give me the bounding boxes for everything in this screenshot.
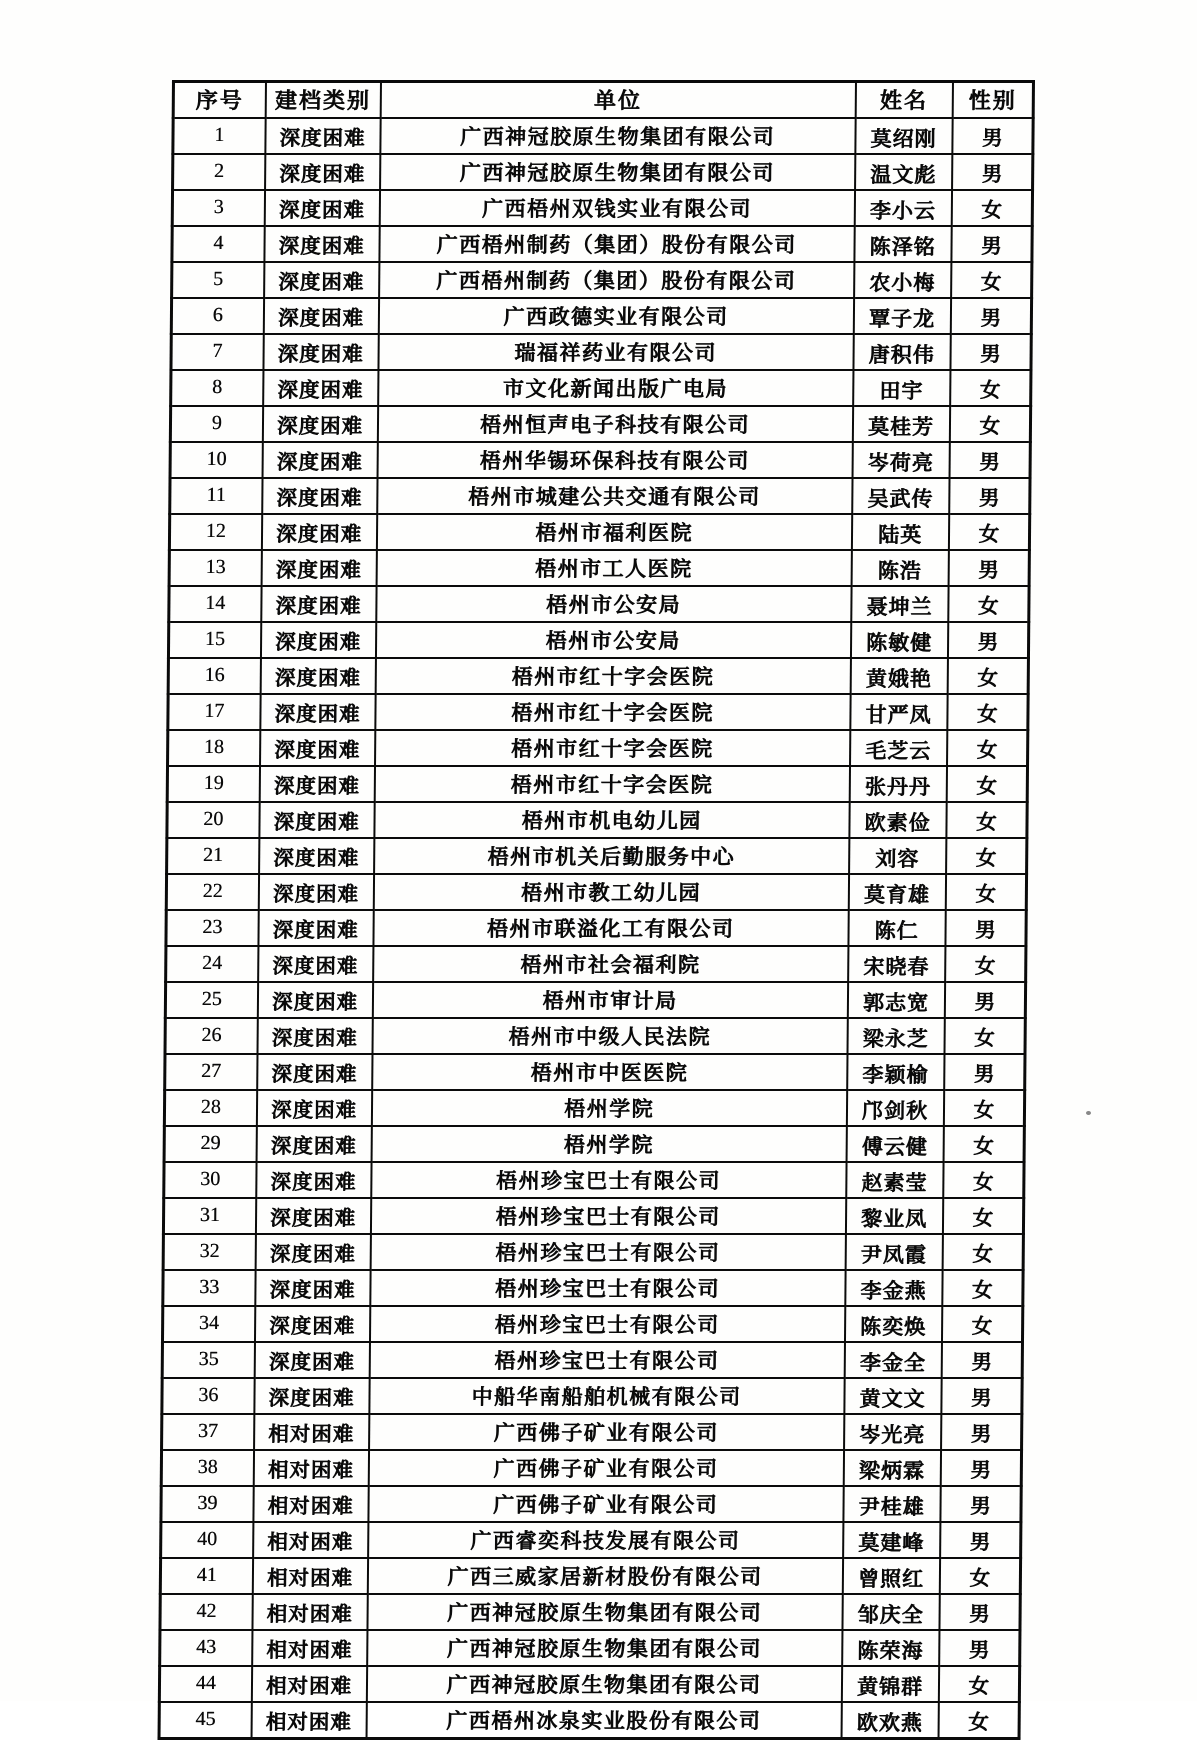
serial-cell: 14: [169, 586, 261, 622]
table-row: [163, 1270, 1023, 1306]
serial-cell: 1: [173, 118, 265, 154]
table-row: [161, 1450, 1021, 1486]
column-header-unit: 单位: [380, 82, 855, 118]
serial-cell: 41: [160, 1558, 252, 1594]
table-row: [169, 514, 1029, 550]
unit-cell: 梧州珍宝巴士有限公司: [369, 1342, 844, 1378]
category-cell: 深度困难: [256, 1162, 371, 1198]
category-cell: 深度困难: [259, 802, 374, 838]
unit-cell: 梧州市红十字会医院: [375, 694, 850, 730]
serial-cell: 38: [161, 1450, 253, 1486]
unit-cell: 广西神冠胶原生物集团有限公司: [380, 118, 855, 154]
category-cell: 深度困难: [254, 1306, 369, 1342]
serial-cell: 21: [167, 838, 259, 874]
unit-cell: 梧州市教工幼儿园: [373, 874, 848, 910]
serial-cell: 20: [167, 802, 259, 838]
name-cell: 张丹丹: [849, 766, 946, 802]
gender-cell: 男: [944, 1054, 1025, 1090]
serial-cell: 2: [173, 154, 265, 190]
name-cell: 邝剑秋: [846, 1090, 943, 1126]
name-cell: 傅云健: [846, 1126, 943, 1162]
unit-cell: 梧州市联溢化工有限公司: [373, 910, 848, 946]
gender-cell: 男: [948, 550, 1029, 586]
serial-cell: 35: [162, 1342, 254, 1378]
gender-cell: 男: [951, 226, 1032, 262]
unit-cell: 梧州珍宝巴士有限公司: [370, 1198, 845, 1234]
name-cell: 莫桂芳: [852, 406, 949, 442]
gender-cell: 男: [940, 1486, 1021, 1522]
unit-cell: 中船华南船舶机械有限公司: [369, 1378, 844, 1414]
serial-cell: 7: [171, 334, 263, 370]
unit-cell: 广西政德实业有限公司: [378, 298, 853, 334]
table-row: [166, 946, 1026, 982]
name-cell: 赵素莹: [846, 1162, 943, 1198]
gender-cell: 男: [952, 154, 1033, 190]
gender-cell: 男: [941, 1378, 1022, 1414]
unit-cell: 梧州市红十字会医院: [375, 730, 850, 766]
category-cell: 相对困难: [251, 1666, 366, 1702]
gender-cell: 女: [942, 1234, 1023, 1270]
gender-cell: 男: [944, 982, 1025, 1018]
table-row: [163, 1234, 1023, 1270]
table-row: [171, 298, 1031, 334]
serial-cell: 16: [168, 658, 260, 694]
serial-cell: 5: [172, 262, 264, 298]
roster-table: [158, 80, 1035, 1740]
gender-cell: 女: [946, 766, 1027, 802]
category-cell: 相对困难: [253, 1486, 368, 1522]
category-cell: 深度困难: [264, 226, 379, 262]
unit-cell: 梧州市机电幼儿园: [374, 802, 849, 838]
name-cell: 李小云: [854, 190, 951, 226]
column-header-name: 姓名: [855, 82, 952, 118]
unit-cell: 梧州学院: [371, 1090, 846, 1126]
category-cell: 相对困难: [252, 1594, 367, 1630]
table-row: [161, 1522, 1021, 1558]
category-cell: 深度困难: [258, 874, 373, 910]
gender-cell: 男: [950, 298, 1031, 334]
category-cell: 相对困难: [252, 1630, 367, 1666]
name-cell: 宋晓春: [848, 946, 945, 982]
category-cell: 相对困难: [253, 1450, 368, 1486]
name-cell: 岑光亮: [844, 1414, 941, 1450]
unit-cell: 广西三威家居新材股份有限公司: [367, 1558, 842, 1594]
gender-cell: 女: [939, 1558, 1020, 1594]
roster-table-wrapper: [158, 80, 1035, 1740]
gender-cell: 女: [948, 586, 1029, 622]
name-cell: 聂坤兰: [851, 586, 948, 622]
serial-cell: 32: [163, 1234, 255, 1270]
gender-cell: 男: [952, 118, 1033, 154]
unit-cell: 梧州学院: [371, 1126, 846, 1162]
category-cell: 深度困难: [257, 1018, 372, 1054]
name-cell: 李颖榆: [847, 1054, 944, 1090]
unit-cell: 梧州市福利医院: [376, 514, 851, 550]
table-row: [167, 838, 1027, 874]
serial-cell: 12: [169, 514, 261, 550]
category-cell: 深度困难: [260, 658, 375, 694]
category-cell: 相对困难: [252, 1558, 367, 1594]
gender-cell: 女: [946, 838, 1027, 874]
table-row: [165, 1054, 1025, 1090]
category-cell: 相对困难: [254, 1414, 369, 1450]
serial-cell: 8: [171, 370, 263, 406]
name-cell: 陈奕焕: [844, 1306, 941, 1342]
category-cell: 深度困难: [255, 1270, 370, 1306]
category-cell: 深度困难: [257, 1054, 372, 1090]
name-cell: 温文彪: [855, 154, 952, 190]
unit-cell: 梧州市审计局: [372, 982, 847, 1018]
serial-cell: 11: [170, 478, 262, 514]
table-body: [159, 118, 1033, 1739]
table-row: [168, 658, 1028, 694]
name-cell: 甘严凤: [850, 694, 947, 730]
table-row: [167, 766, 1027, 802]
name-cell: 莫建峰: [843, 1522, 940, 1558]
serial-cell: 30: [164, 1162, 256, 1198]
serial-cell: 10: [170, 442, 262, 478]
category-cell: 深度困难: [258, 946, 373, 982]
table-row: [159, 1702, 1019, 1739]
serial-cell: 29: [164, 1126, 256, 1162]
gender-cell: 女: [946, 802, 1027, 838]
name-cell: 田宇: [853, 370, 950, 406]
unit-cell: 梧州市机关后勤服务中心: [374, 838, 849, 874]
scan-noise-speck: [1086, 1111, 1091, 1115]
category-cell: 深度困难: [262, 478, 377, 514]
name-cell: 郭志宽: [847, 982, 944, 1018]
unit-cell: 梧州市中医医院: [372, 1054, 847, 1090]
table-header-row: [173, 82, 1033, 118]
gender-cell: 男: [941, 1414, 1022, 1450]
table-row: [162, 1378, 1022, 1414]
category-cell: 深度困难: [254, 1378, 369, 1414]
unit-cell: 瑞福祥药业有限公司: [378, 334, 853, 370]
gender-cell: 男: [941, 1342, 1022, 1378]
unit-cell: 广西神冠胶原生物集团有限公司: [366, 1666, 841, 1702]
table-row: [161, 1486, 1021, 1522]
unit-cell: 梧州华锡环保科技有限公司: [377, 442, 852, 478]
category-cell: 深度困难: [262, 406, 377, 442]
table-row: [167, 802, 1027, 838]
table-row: [166, 874, 1026, 910]
serial-cell: 15: [168, 622, 260, 658]
category-cell: 深度困难: [265, 154, 380, 190]
column-header-category: 建档类别: [265, 82, 380, 118]
table-row: [173, 154, 1033, 190]
name-cell: 黄娥艳: [850, 658, 947, 694]
unit-cell: 梧州市城建公共交通有限公司: [377, 478, 852, 514]
unit-cell: 梧州恒声电子科技有限公司: [377, 406, 852, 442]
category-cell: 深度困难: [261, 550, 376, 586]
gender-cell: 女: [947, 694, 1028, 730]
category-cell: 深度困难: [257, 982, 372, 1018]
name-cell: 欧素俭: [849, 802, 946, 838]
name-cell: 欧欢燕: [841, 1702, 938, 1739]
serial-cell: 18: [168, 730, 260, 766]
gender-cell: 女: [941, 1306, 1022, 1342]
name-cell: 吴武传: [852, 478, 949, 514]
serial-cell: 43: [160, 1630, 252, 1666]
unit-cell: 广西神冠胶原生物集团有限公司: [367, 1594, 842, 1630]
gender-cell: 男: [945, 910, 1026, 946]
gender-cell: 女: [943, 1090, 1024, 1126]
name-cell: 陆英: [851, 514, 948, 550]
table-row: [164, 1090, 1024, 1126]
table-row: [172, 262, 1032, 298]
category-cell: 深度困难: [260, 694, 375, 730]
name-cell: 尹凤霞: [845, 1234, 942, 1270]
category-cell: 深度困难: [255, 1234, 370, 1270]
gender-cell: 女: [951, 190, 1032, 226]
gender-cell: 男: [950, 334, 1031, 370]
name-cell: 梁永芝: [847, 1018, 944, 1054]
category-cell: 深度困难: [260, 730, 375, 766]
table-row: [160, 1594, 1020, 1630]
name-cell: 莫育雄: [848, 874, 945, 910]
table-row: [162, 1306, 1022, 1342]
unit-cell: 梧州珍宝巴士有限公司: [370, 1270, 845, 1306]
unit-cell: 梧州珍宝巴士有限公司: [371, 1162, 846, 1198]
serial-cell: 9: [170, 406, 262, 442]
serial-cell: 42: [160, 1594, 252, 1630]
gender-cell: 女: [943, 1162, 1024, 1198]
category-cell: 深度困难: [263, 334, 378, 370]
unit-cell: 梧州市红十字会医院: [374, 766, 849, 802]
gender-cell: 女: [947, 730, 1028, 766]
serial-cell: 31: [163, 1198, 255, 1234]
table-row: [170, 406, 1030, 442]
serial-cell: 27: [165, 1054, 257, 1090]
gender-cell: 女: [945, 946, 1026, 982]
gender-cell: 男: [949, 478, 1030, 514]
category-cell: 深度困难: [256, 1126, 371, 1162]
name-cell: 黎业凤: [845, 1198, 942, 1234]
gender-cell: 男: [949, 442, 1030, 478]
table-row: [170, 442, 1030, 478]
serial-cell: 13: [169, 550, 261, 586]
name-cell: 陈仁: [848, 910, 945, 946]
table-row: [162, 1342, 1022, 1378]
unit-cell: 广西佛子矿业有限公司: [368, 1450, 843, 1486]
name-cell: 邹庆全: [842, 1594, 939, 1630]
unit-cell: 广西神冠胶原生物集团有限公司: [380, 154, 855, 190]
column-header-gender: 性别: [952, 82, 1033, 118]
serial-cell: 44: [159, 1666, 251, 1702]
serial-cell: 33: [163, 1270, 255, 1306]
serial-cell: 28: [164, 1090, 256, 1126]
serial-cell: 39: [161, 1486, 253, 1522]
unit-cell: 广西睿奕科技发展有限公司: [368, 1522, 843, 1558]
table-row: [164, 1162, 1024, 1198]
serial-cell: 22: [166, 874, 258, 910]
name-cell: 陈敏健: [850, 622, 947, 658]
table-row: [168, 730, 1028, 766]
name-cell: 毛芝云: [850, 730, 947, 766]
table-row: [172, 190, 1032, 226]
name-cell: 莫绍刚: [855, 118, 952, 154]
name-cell: 陈荣海: [842, 1630, 939, 1666]
serial-cell: 3: [172, 190, 264, 226]
unit-cell: 梧州市公安局: [376, 586, 851, 622]
category-cell: 深度困难: [259, 766, 374, 802]
name-cell: 曾照红: [842, 1558, 939, 1594]
serial-cell: 4: [172, 226, 264, 262]
gender-cell: 男: [940, 1450, 1021, 1486]
table-row: [166, 910, 1026, 946]
name-cell: 覃子龙: [853, 298, 950, 334]
unit-cell: 梧州市社会福利院: [373, 946, 848, 982]
table-row: [159, 1666, 1019, 1702]
gender-cell: 女: [950, 370, 1031, 406]
unit-cell: 广西神冠胶原生物集团有限公司: [367, 1630, 842, 1666]
category-cell: 深度困难: [261, 514, 376, 550]
table-row: [171, 370, 1031, 406]
category-cell: 深度困难: [264, 190, 379, 226]
unit-cell: 梧州市红十字会医院: [375, 658, 850, 694]
unit-cell: 梧州珍宝巴士有限公司: [370, 1234, 845, 1270]
table-row: [165, 1018, 1025, 1054]
gender-cell: 女: [942, 1270, 1023, 1306]
serial-cell: 37: [162, 1414, 254, 1450]
category-cell: 深度困难: [262, 442, 377, 478]
unit-cell: 广西梧州冰泉实业股份有限公司: [366, 1702, 841, 1739]
category-cell: 相对困难: [253, 1522, 368, 1558]
serial-cell: 25: [165, 982, 257, 1018]
category-cell: 深度困难: [264, 262, 379, 298]
serial-cell: 23: [166, 910, 258, 946]
gender-cell: 女: [951, 262, 1032, 298]
unit-cell: 梧州市公安局: [375, 622, 850, 658]
gender-cell: 女: [949, 406, 1030, 442]
category-cell: 相对困难: [251, 1702, 366, 1739]
gender-cell: 女: [948, 514, 1029, 550]
unit-cell: 广西梧州制药（集团）股份有限公司: [379, 262, 854, 298]
gender-cell: 男: [940, 1522, 1021, 1558]
category-cell: 深度困难: [254, 1342, 369, 1378]
name-cell: 岑荷亮: [852, 442, 949, 478]
gender-cell: 女: [945, 874, 1026, 910]
gender-cell: 女: [942, 1198, 1023, 1234]
unit-cell: 广西梧州制药（集团）股份有限公司: [379, 226, 854, 262]
unit-cell: 广西梧州双钱实业有限公司: [379, 190, 854, 226]
serial-cell: 24: [166, 946, 258, 982]
serial-cell: 45: [159, 1702, 251, 1739]
gender-cell: 男: [939, 1594, 1020, 1630]
gender-cell: 男: [939, 1630, 1020, 1666]
name-cell: 黄文文: [844, 1378, 941, 1414]
serial-cell: 40: [161, 1522, 253, 1558]
name-cell: 黄锦群: [841, 1666, 938, 1702]
gender-cell: 女: [947, 658, 1028, 694]
name-cell: 刘容: [849, 838, 946, 874]
serial-cell: 19: [167, 766, 259, 802]
unit-cell: 梧州珍宝巴士有限公司: [369, 1306, 844, 1342]
table-row: [171, 334, 1031, 370]
category-cell: 深度困难: [265, 118, 380, 154]
name-cell: 梁炳霖: [843, 1450, 940, 1486]
table-row: [160, 1558, 1020, 1594]
column-header-serial: 序号: [173, 82, 265, 118]
table-row: [165, 982, 1025, 1018]
category-cell: 深度困难: [261, 586, 376, 622]
table-row: [168, 622, 1028, 658]
category-cell: 深度困难: [255, 1198, 370, 1234]
category-cell: 深度困难: [260, 622, 375, 658]
unit-cell: 梧州市工人医院: [376, 550, 851, 586]
table-row: [170, 478, 1030, 514]
category-cell: 深度困难: [263, 370, 378, 406]
gender-cell: 女: [938, 1666, 1019, 1702]
unit-cell: 广西佛子矿业有限公司: [369, 1414, 844, 1450]
name-cell: 陈浩: [851, 550, 948, 586]
serial-cell: 26: [165, 1018, 257, 1054]
serial-cell: 34: [162, 1306, 254, 1342]
table-row: [164, 1126, 1024, 1162]
table-row: [169, 586, 1029, 622]
name-cell: 陈泽铭: [854, 226, 951, 262]
gender-cell: 女: [938, 1702, 1019, 1739]
category-cell: 深度困难: [256, 1090, 371, 1126]
name-cell: 尹桂雄: [843, 1486, 940, 1522]
category-cell: 深度困难: [259, 838, 374, 874]
gender-cell: 女: [943, 1126, 1024, 1162]
name-cell: 唐积伟: [853, 334, 950, 370]
unit-cell: 广西佛子矿业有限公司: [368, 1486, 843, 1522]
gender-cell: 男: [947, 622, 1028, 658]
serial-cell: 6: [171, 298, 263, 334]
table-row: [163, 1198, 1023, 1234]
name-cell: 李金燕: [845, 1270, 942, 1306]
table-row: [168, 694, 1028, 730]
table-row: [162, 1414, 1022, 1450]
unit-cell: 梧州市中级人民法院: [372, 1018, 847, 1054]
category-cell: 深度困难: [258, 910, 373, 946]
name-cell: 农小梅: [854, 262, 951, 298]
serial-cell: 17: [168, 694, 260, 730]
table-row: [160, 1630, 1020, 1666]
gender-cell: 女: [944, 1018, 1025, 1054]
name-cell: 李金全: [844, 1342, 941, 1378]
table-row: [169, 550, 1029, 586]
table-row: [173, 118, 1033, 154]
table-row: [172, 226, 1032, 262]
unit-cell: 市文化新闻出版广电局: [378, 370, 853, 406]
category-cell: 深度困难: [263, 298, 378, 334]
serial-cell: 36: [162, 1378, 254, 1414]
